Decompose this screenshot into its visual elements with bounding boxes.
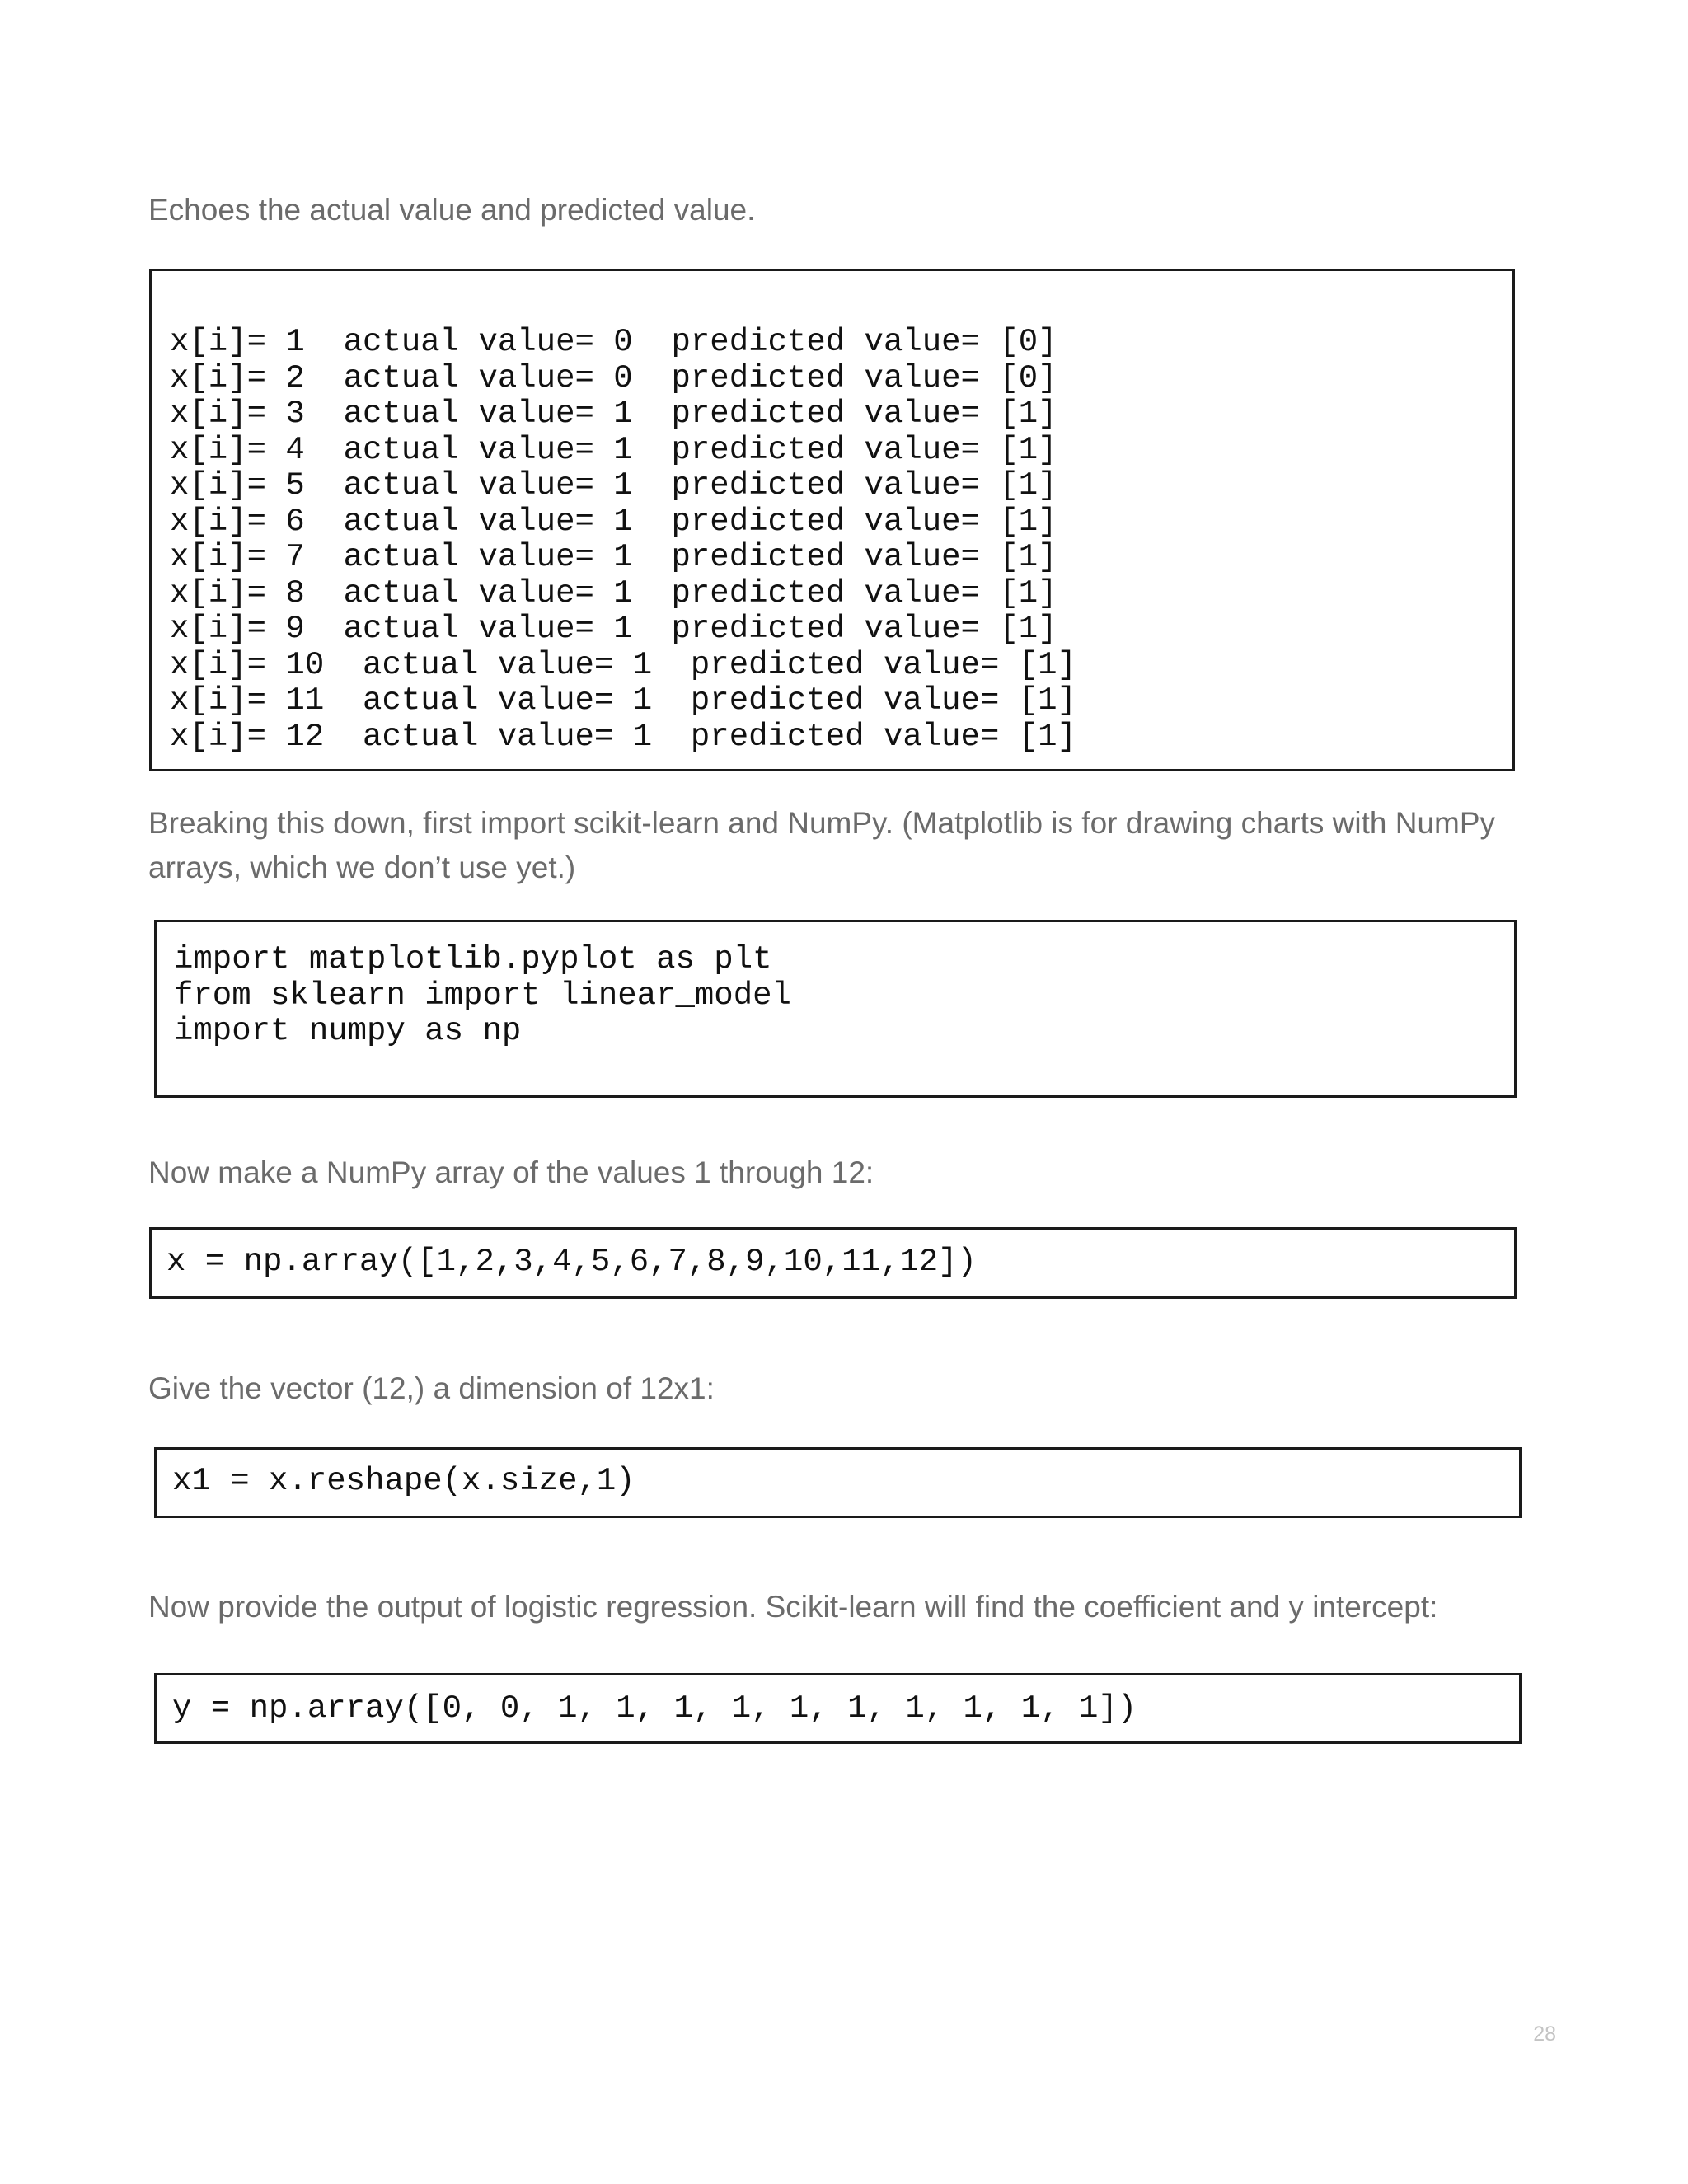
output-code-block [149,269,1515,771]
x-array-code-block [149,1227,1517,1299]
output-line: x[i]= 2 actual value= 0 predicted value= [0] [170,359,1057,396]
reshape-code-block [154,1447,1522,1518]
output-line: x[i]= 11 actual value= 1 predicted value= [1] [170,682,1076,719]
y-array-line: y = np.array([0, 0, 1, 1, 1, 1, 1, 1, 1, 1, 1, 1]) [172,1690,1137,1727]
reshape-paragraph: Give the vector (12,) a dimension of 12x1: [148,1371,715,1405]
output-line: x[i]= 5 actual value= 1 predicted value= [1] [170,467,1057,504]
output-line: x[i]= 4 actual value= 1 predicted value= [1] [170,431,1057,468]
logistic-paragraph: Now provide the output of logistic regression. Scikit-learn will find the coefficient and y intercept: [148,1590,1438,1624]
import-line: from sklearn import linear_model [174,977,791,1014]
make-array-paragraph: Now make a NumPy array of the values 1 through 12: [148,1155,874,1189]
import-line: import numpy as np [174,1013,522,1049]
output-line: x[i]= 8 actual value= 1 predicted value= [1] [170,574,1057,612]
output-line: x[i]= 7 actual value= 1 predicted value= [1] [170,539,1057,575]
imports-code-block [154,920,1517,1098]
breakdown-paragraph: Breaking this down, first import scikit-learn and NumPy. (Matplotlib is for drawing charts with NumPy arrays, which we don’t use yet.) [148,806,1496,884]
import-line: import matplotlib.pyplot as plt [174,941,772,977]
output-line: x[i]= 9 actual value= 1 predicted value= [1] [170,611,1057,647]
page-number: 28 [1533,2022,1556,2046]
reshape-line: x1 = x.reshape(x.size,1) [172,1463,635,1499]
output-line: x[i]= 3 actual value= 1 predicted value= [1] [170,396,1057,432]
output-line: x[i]= 1 actual value= 0 predicted value= [0] [170,324,1057,360]
x-array-line: x = np.array([1,2,3,4,5,6,7,8,9,10,11,12]) [166,1244,977,1280]
output-line: x[i]= 6 actual value= 1 predicted value= [1] [170,503,1057,540]
y-array-code-block [154,1673,1522,1744]
output-line: x[i]= 12 actual value= 1 predicted value= [1] [170,718,1076,755]
output-line: x[i]= 10 actual value= 1 predicted value= [1] [170,646,1076,683]
intro-paragraph: Echoes the actual value and predicted value. [148,193,756,227]
